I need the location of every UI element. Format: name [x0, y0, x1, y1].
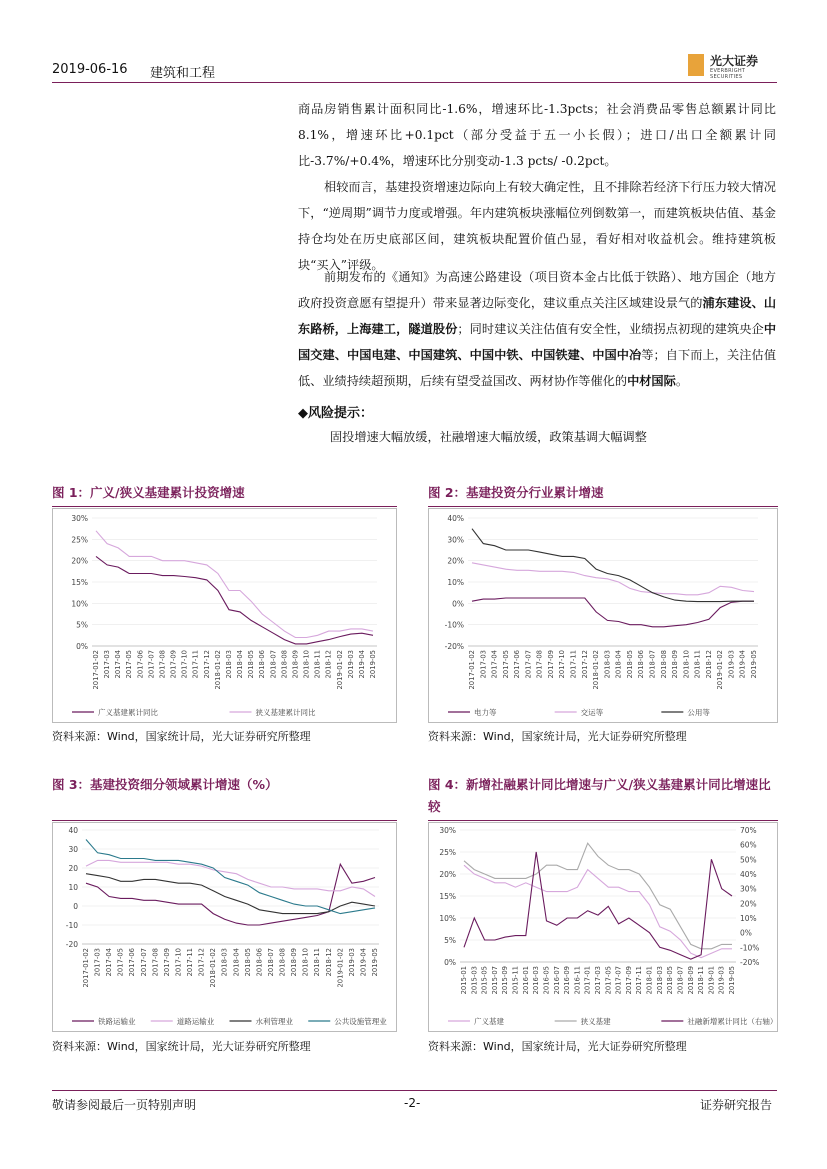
- x-tick-label: 2018-11: [313, 650, 322, 679]
- x-tick-label: 2017-11: [186, 948, 195, 977]
- x-tick-label: 2018-07: [269, 650, 278, 679]
- footer-disclaimer: 敬请参阅最后一页特别声明: [52, 1098, 197, 1112]
- x-tick-label: 2018-11: [693, 650, 702, 679]
- y-tick-label: 10%: [71, 599, 88, 609]
- x-tick-label: 2019-03: [717, 966, 726, 995]
- legend-label: 广义基建: [474, 1017, 504, 1026]
- chart-figure-4: [428, 822, 778, 1032]
- x-tick-label: 2019-05: [369, 650, 377, 679]
- x-tick-label: 2018-04: [236, 650, 245, 679]
- y-tick-label: 30%: [439, 826, 456, 835]
- x-tick-label: 2018-03: [220, 948, 229, 977]
- x-tick-label: 2017-07: [139, 948, 148, 977]
- p3-text-g: 。: [675, 374, 688, 388]
- x-tick-label: 2017-10: [558, 650, 567, 679]
- figure-1-title: 图 1：广义/狭义基建累计投资增速: [52, 485, 245, 500]
- x-tick-label: 2018-11: [313, 948, 322, 977]
- legend-label: 道路运输业: [176, 1017, 215, 1026]
- x-tick-label: 2018-03: [655, 966, 664, 995]
- x-tick-label: 2015-07: [490, 966, 499, 995]
- x-tick-label: 2019-03: [346, 650, 355, 679]
- x-tick-label: 2018-12: [324, 948, 333, 977]
- x-tick-label: 2018-07: [266, 948, 275, 977]
- logo-text: 光大证券: [710, 54, 759, 68]
- x-tick-label: 2018-08: [659, 650, 668, 679]
- logo-mark-icon: [688, 54, 704, 76]
- paragraph-1: 商品房销售累计面积同比-1.6%，增速环比-1.3pcts；社会消费品零售总额累计同比8.1%，增速环比+0.1pct（部分受益于五一小长假）；进口/出口全额累计同比-3.7%/+0.4%，增速环比分别变动-1.3 pcts/ -0.2pct。: [298, 102, 776, 168]
- p3-text-c: ；同时建议关注估值有安全性，业绩拐点初现的建筑央企: [457, 322, 764, 336]
- x-tick-label: 2018-03: [603, 650, 612, 679]
- x-tick-label: 2017-04: [490, 650, 499, 679]
- x-tick-label: 2017-05: [116, 948, 125, 977]
- y-tick-label: 10: [68, 883, 78, 892]
- x-tick-label: 2018-05: [243, 948, 252, 977]
- x-tick-label: 2018-07: [648, 650, 657, 679]
- x-tick-label: 2017-06: [513, 650, 522, 679]
- y-tick-label: 40%: [447, 514, 464, 523]
- y2-tick-label: 50%: [740, 855, 757, 865]
- y2-tick-label: 20%: [740, 899, 757, 909]
- x-tick-label: 2018-01-02: [592, 650, 601, 690]
- legend-label: 电力等: [474, 708, 497, 717]
- x-tick-label: 2017-08: [535, 650, 544, 679]
- x-tick-label: 2017-09: [162, 948, 171, 977]
- x-tick-label: 2017-12: [202, 650, 211, 679]
- x-tick-label: 2018-01-02: [209, 948, 218, 988]
- x-tick-label: 2018-09: [671, 650, 680, 679]
- x-tick-label: 2016-09: [563, 966, 572, 995]
- x-tick-label: 2018-10: [301, 948, 310, 977]
- legend-label: 公用等: [687, 708, 710, 717]
- y-tick-label: 25%: [71, 535, 88, 545]
- x-tick-label: 2015-03: [470, 966, 479, 995]
- y-tick-label: 30%: [71, 514, 88, 523]
- x-tick-label: 2017-05: [604, 966, 613, 995]
- x-tick-label: 2017-11: [569, 650, 578, 679]
- x-tick-label: 2017-01-02: [468, 650, 476, 690]
- y2-tick-label: -20%: [740, 958, 760, 967]
- figure-2-rule: [428, 506, 778, 507]
- x-tick-label: 2018-03: [224, 650, 233, 679]
- x-tick-label: 2019-01-02: [716, 650, 725, 690]
- x-tick-label: 2019-05: [750, 650, 758, 679]
- figure-4-title: 图 4：新增社融累计同比增速与广义/狭义基建累计同比增速比较: [428, 777, 771, 814]
- company-logo: [688, 52, 778, 80]
- figure-4-rule: [428, 820, 778, 821]
- x-tick-label: 2018-06: [637, 650, 646, 679]
- x-tick-label: 2017-08: [151, 948, 160, 977]
- x-tick-label: 2017-01-02: [82, 948, 90, 988]
- y2-tick-label: 40%: [740, 870, 757, 879]
- x-tick-label: 2017-11: [191, 650, 200, 679]
- legend-label: 狭义基建累计同比: [255, 708, 316, 717]
- x-tick-label: 2017-12: [197, 948, 206, 977]
- x-tick-label: 2018-12: [324, 650, 333, 679]
- chart-frame: [429, 823, 778, 1032]
- y-tick-label: 10%: [447, 578, 464, 587]
- footer-divider: [52, 1090, 777, 1091]
- y-tick-label: -20: [65, 940, 78, 949]
- x-tick-label: 2015-11: [511, 966, 520, 995]
- x-tick-label: 2018-06: [258, 650, 267, 679]
- x-tick-label: 2016-11: [573, 966, 582, 995]
- x-tick-label: 2015-05: [480, 966, 489, 995]
- legend-label: 公共设施管理业: [334, 1017, 387, 1026]
- p3-stock-sinoma: 中材国际: [627, 374, 676, 388]
- y-tick-label: 20%: [71, 556, 88, 566]
- legend-label: 交运等: [580, 708, 604, 717]
- y-tick-label: 15%: [71, 578, 88, 587]
- y-tick-label: 30: [68, 845, 78, 854]
- x-tick-label: 2019-04: [738, 650, 747, 679]
- y-tick-label: 40: [68, 826, 78, 835]
- header-divider: [52, 82, 777, 83]
- y-tick-label: 5%: [444, 936, 456, 945]
- y-tick-label: 20: [68, 864, 78, 873]
- p3-text-e: 等；自下而上，关注估值低、业绩持续超预期，后续有望受益国改、两材协作等催化的: [298, 348, 777, 388]
- x-tick-label: 2018-09: [291, 650, 300, 679]
- x-tick-label: 2017-01: [583, 966, 592, 995]
- x-tick-label: 2017-10: [180, 650, 189, 679]
- x-tick-label: 2018-11: [697, 966, 706, 995]
- x-tick-label: 2019-04: [357, 650, 366, 679]
- chart-figure-3: [52, 822, 397, 1032]
- y2-tick-label: 70%: [740, 826, 757, 835]
- x-tick-label: 2016-01: [521, 966, 530, 995]
- y-tick-label: 10%: [439, 914, 456, 923]
- y2-tick-label: 30%: [740, 884, 757, 894]
- x-tick-label: 2017-03: [479, 650, 488, 679]
- y-tick-label: 20%: [447, 556, 464, 566]
- x-tick-label: 2019-01: [707, 966, 716, 995]
- y-tick-label: 0%: [76, 642, 88, 651]
- x-tick-label: 2017-04: [105, 948, 114, 977]
- figure-4-source: 资料来源：Wind，国家统计局，光大证券研究所整理: [428, 1040, 687, 1053]
- x-tick-label: 2018-06: [255, 948, 264, 977]
- x-tick-label: 2017-07: [614, 966, 623, 995]
- x-tick-label: 2019-05: [371, 948, 379, 977]
- risk-title: ◆风险提示：: [298, 406, 373, 421]
- y-tick-label: -20%: [444, 642, 464, 651]
- x-tick-label: 2017-01-02: [92, 650, 100, 690]
- legend-label: 广义基建累计同比: [98, 708, 158, 717]
- figure-3-rule: [52, 820, 397, 821]
- chart-figure-1: [52, 508, 397, 723]
- x-tick-label: 2017-03: [103, 650, 112, 679]
- x-tick-label: 2018-08: [280, 650, 289, 679]
- x-tick-label: 2017-11: [635, 966, 644, 995]
- x-tick-label: 2016-03: [532, 966, 541, 995]
- y-tick-label: 20%: [439, 870, 456, 879]
- x-tick-label: 2017-03: [594, 966, 602, 995]
- p3-stocks-regional: 浦东建设、山东路桥，上海建工，隧道股份: [298, 296, 777, 336]
- x-tick-label: 2019-01-02: [335, 650, 344, 690]
- y2-tick-label: 60%: [740, 840, 757, 850]
- y-tick-label: 0: [73, 902, 78, 911]
- x-tick-label: 2017-07: [147, 650, 156, 679]
- x-tick-label: 2018-04: [232, 948, 241, 977]
- x-tick-label: 2017-12: [580, 650, 589, 679]
- x-tick-label: 2019-04: [359, 948, 368, 977]
- report-date: 2019-06-16: [52, 62, 128, 77]
- x-tick-label: 2017-06: [128, 948, 137, 977]
- x-tick-label: 2018-10: [682, 650, 691, 679]
- chart-figure-2: [428, 508, 778, 723]
- x-tick-label: 2017-09: [624, 966, 633, 995]
- legend-label: 社融新增累计同比（右轴）: [687, 1017, 778, 1026]
- footer-report-type: 证券研究报告: [700, 1098, 773, 1112]
- x-tick-label: 2018-04: [614, 650, 623, 679]
- x-tick-label: 2018-01-02: [213, 650, 222, 690]
- x-tick-label: 2015-01: [460, 966, 468, 995]
- figure-3-source: 资料来源：Wind，国家统计局，光大证券研究所整理: [52, 1040, 311, 1053]
- p3-text-a: 前期发布的《通知》为高速公路建设（项目资本金占比低于铁路）、地方国企（地方政府投资意愿有望提升）带来显著边际变化，建议重点关注区域建设景气的: [298, 270, 776, 310]
- p3-stocks-central: 中国交建、中国电建、中国建筑、中国中铁、中国铁建、中国中冶: [298, 322, 777, 362]
- x-tick-label: 2017-08: [158, 650, 167, 679]
- x-tick-label: 2019-03: [727, 650, 736, 679]
- x-tick-label: 2018-01: [645, 966, 654, 995]
- figure-1-rule: [52, 506, 397, 507]
- x-tick-label: 2016-05: [542, 966, 551, 995]
- y-tick-label: 0%: [444, 958, 456, 967]
- figure-3-title: 图 3：基建投资细分领域累计增速（%）: [52, 777, 278, 792]
- x-tick-label: 2018-09: [686, 966, 695, 995]
- x-tick-label: 2019-01-02: [336, 948, 345, 988]
- y-tick-label: -10%: [444, 620, 464, 630]
- y-tick-label: 15%: [439, 892, 456, 901]
- y-tick-label: 0%: [452, 599, 464, 609]
- legend-label: 铁路运输业: [98, 1017, 136, 1026]
- y-tick-label: 30%: [447, 535, 464, 545]
- x-tick-label: 2018-05: [666, 966, 675, 995]
- x-tick-label: 2019-05: [728, 966, 736, 995]
- report-sector: 建筑和工程: [150, 66, 216, 81]
- paragraph-2: 相较而言，基建投资增速边际向上有较大确定性，且不排除若经济下行压力较大情况下，“逆周期”调节力度或增强。年内建筑板块涨幅位列倒数第一，而建筑板块估值、基金持仓均处在历史底部区间，建筑板块配置价值凸显，看好相对收益机会。维持建筑板块“买入”评级。: [298, 180, 776, 272]
- x-tick-label: 2018-10: [302, 650, 311, 679]
- x-tick-label: 2018-07: [676, 966, 685, 995]
- x-tick-label: 2018-05: [625, 650, 634, 679]
- x-tick-label: 2018-08: [278, 948, 287, 977]
- x-tick-label: 2015-09: [501, 966, 510, 995]
- y2-tick-label: 10%: [740, 914, 757, 923]
- x-tick-label: 2017-04: [114, 650, 123, 679]
- logo-subtitle: EVERBRIGHT SECURITIES: [710, 68, 746, 80]
- x-tick-label: 2016-07: [552, 966, 561, 995]
- x-tick-label: 2019-03: [347, 948, 356, 977]
- figure-2-source: 资料来源：Wind，国家统计局，光大证券研究所整理: [428, 730, 687, 743]
- x-tick-label: 2017-07: [524, 650, 533, 679]
- x-tick-label: 2017-06: [136, 650, 145, 679]
- x-tick-label: 2017-09: [169, 650, 178, 679]
- y2-tick-label: -10%: [740, 943, 760, 953]
- x-tick-label: 2017-05: [501, 650, 510, 679]
- y-tick-label: -10: [65, 921, 78, 930]
- y-tick-label: 25%: [439, 848, 456, 857]
- legend-label: 狭义基建: [580, 1017, 611, 1026]
- paragraph-3: [298, 264, 776, 394]
- x-tick-label: 2017-10: [174, 948, 183, 977]
- legend-label: 水利管理业: [255, 1017, 293, 1026]
- x-tick-label: 2018-05: [247, 650, 256, 679]
- x-tick-label: 2017-05: [125, 650, 134, 679]
- x-tick-label: 2017-03: [93, 948, 102, 977]
- figure-2-title: 图 2：基建投资分行业累计增速: [428, 485, 604, 500]
- risk-text: 固投增速大幅放缓，社融增速大幅放缓，政策基调大幅调整: [330, 430, 647, 444]
- figure-1-source: 资料来源：Wind，国家统计局，光大证券研究所整理: [52, 730, 311, 743]
- x-tick-label: 2017-09: [546, 650, 555, 679]
- footer-page-number: -2-: [404, 1096, 421, 1110]
- x-tick-label: 2018-09: [290, 948, 299, 977]
- x-tick-label: 2018-12: [704, 650, 713, 679]
- y2-tick-label: 0%: [740, 928, 752, 938]
- y-tick-label: 5%: [76, 620, 88, 630]
